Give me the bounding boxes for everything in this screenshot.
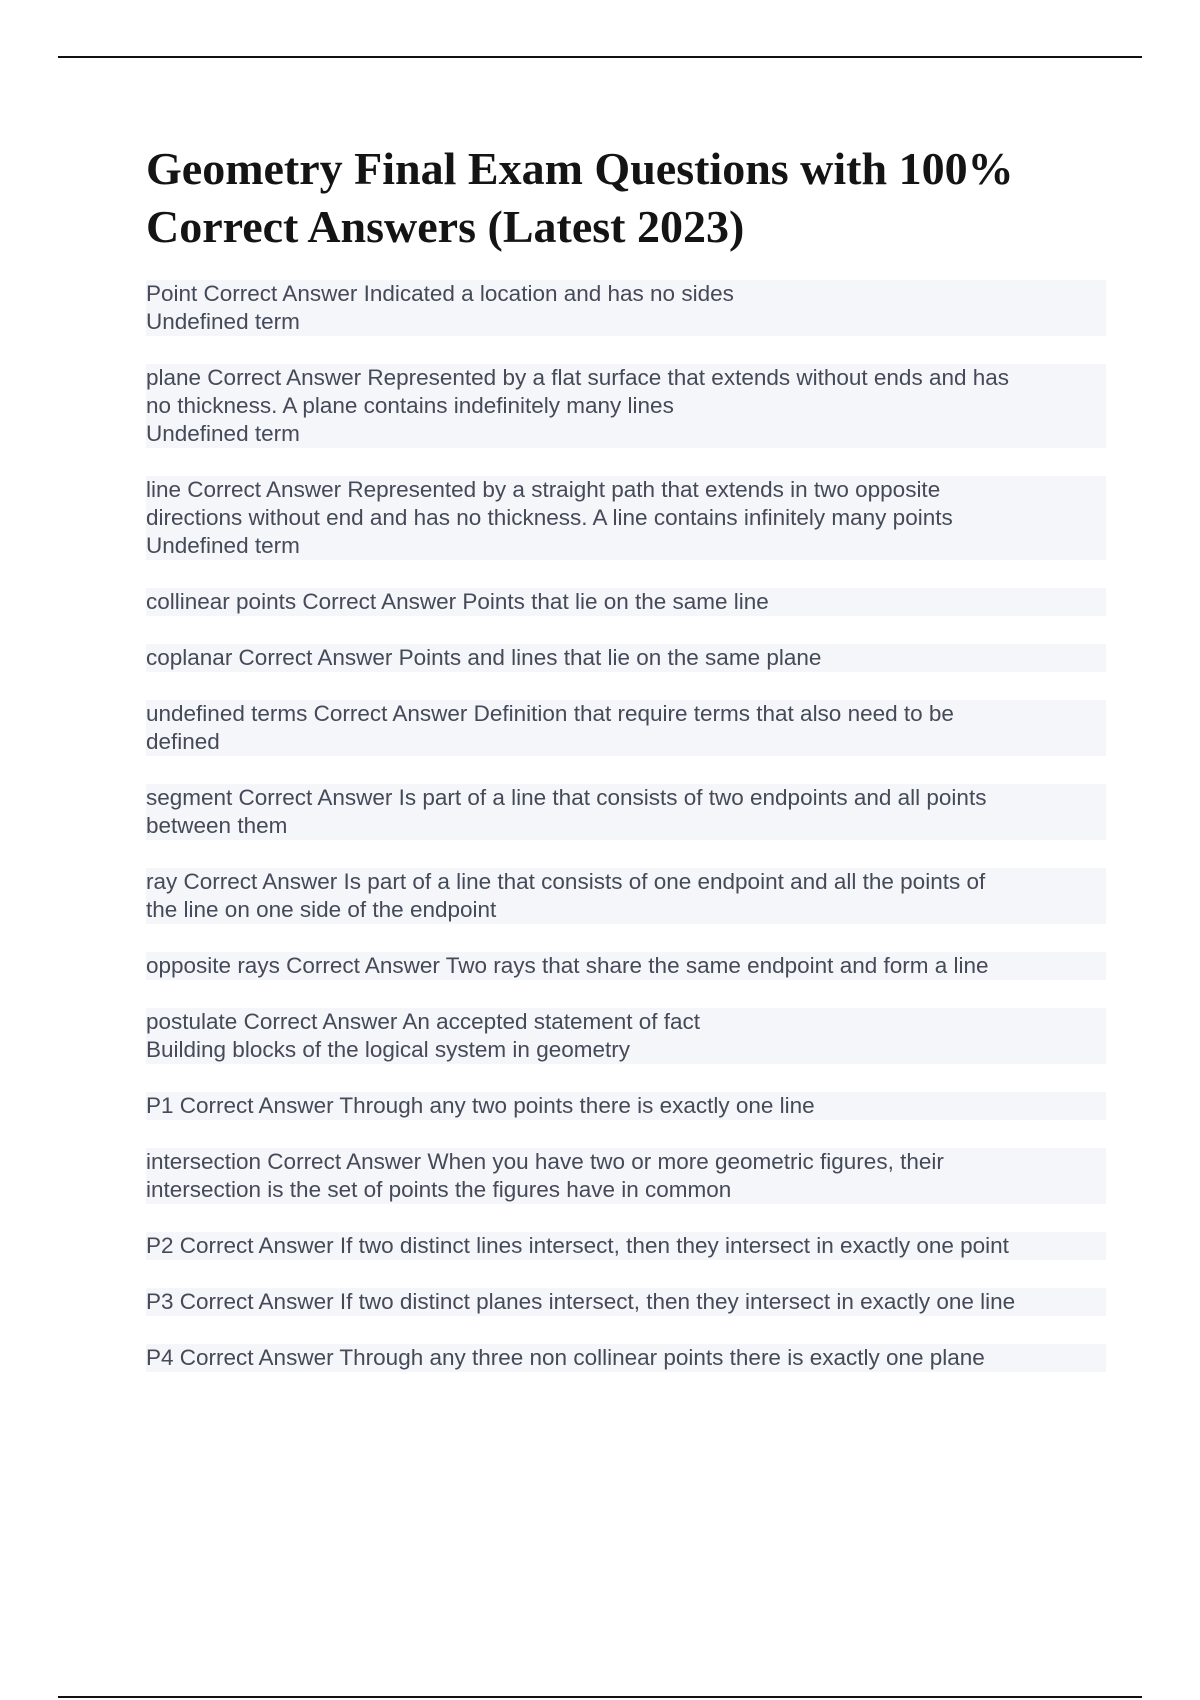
entry-line-term [146, 476, 1106, 560]
entry-line: plane Correct Answer Represented by a flat surface that extends without ends and has [146, 364, 1106, 392]
entry-segment [146, 784, 1106, 840]
top-rule [58, 56, 1142, 58]
entry-line: P1 Correct Answer Through any two points there is exactly one line [146, 1092, 1106, 1120]
entry-p4 [146, 1344, 1106, 1372]
entry-undefined-terms [146, 700, 1106, 756]
entry-line: directions without end and has no thickness. A line contains infinitely many points [146, 504, 1106, 532]
entry-line: intersection is the set of points the figures have in common [146, 1176, 1106, 1204]
entry-line: Point Correct Answer Indicated a location and has no sides [146, 280, 1106, 308]
entry-line: between them [146, 812, 1106, 840]
entry-coplanar [146, 644, 1106, 672]
entry-p3 [146, 1288, 1106, 1316]
entry-line: collinear points Correct Answer Points that lie on the same line [146, 588, 1106, 616]
entry-line: Undefined term [146, 532, 1106, 560]
document-page [146, 140, 1106, 1400]
entry-line: Undefined term [146, 420, 1106, 448]
entry-p2 [146, 1232, 1106, 1260]
bottom-rule [58, 1696, 1142, 1698]
entry-list [146, 280, 1106, 1372]
entry-ray [146, 868, 1106, 924]
entry-opposite-rays [146, 952, 1106, 980]
entry-intersection [146, 1148, 1106, 1204]
entry-line: P3 Correct Answer If two distinct planes intersect, then they intersect in exactly one line [146, 1288, 1106, 1316]
entry-line: the line on one side of the endpoint [146, 896, 1106, 924]
entry-line: postulate Correct Answer An accepted statement of fact [146, 1008, 1106, 1036]
entry-line: ray Correct Answer Is part of a line that consists of one endpoint and all the points of [146, 868, 1106, 896]
entry-line: segment Correct Answer Is part of a line that consists of two endpoints and all points [146, 784, 1106, 812]
entry-p1 [146, 1092, 1106, 1120]
entry-postulate [146, 1008, 1106, 1064]
entry-line: coplanar Correct Answer Points and lines that lie on the same plane [146, 644, 1106, 672]
page-title: Geometry Final Exam Questions with 100% Correct Answers (Latest 2023) [146, 143, 1014, 252]
entry-line: opposite rays Correct Answer Two rays that share the same endpoint and form a line [146, 952, 1106, 980]
entry-line: no thickness. A plane contains indefinitely many lines [146, 392, 1106, 420]
entry-line: intersection Correct Answer When you have two or more geometric figures, their [146, 1148, 1106, 1176]
entry-plane [146, 364, 1106, 448]
entry-line: P4 Correct Answer Through any three non collinear points there is exactly one plane [146, 1344, 1106, 1372]
entry-line: undefined terms Correct Answer Definition that require terms that also need to be [146, 700, 1106, 728]
entry-line: Building blocks of the logical system in geometry [146, 1036, 1106, 1064]
entry-line: P2 Correct Answer If two distinct lines intersect, then they intersect in exactly one point [146, 1232, 1106, 1260]
entry-line: line Correct Answer Represented by a straight path that extends in two opposite [146, 476, 1106, 504]
entry-line: defined [146, 728, 1106, 756]
entry-point [146, 280, 1106, 336]
entry-collinear-points [146, 588, 1106, 616]
entry-line: Undefined term [146, 308, 1106, 336]
